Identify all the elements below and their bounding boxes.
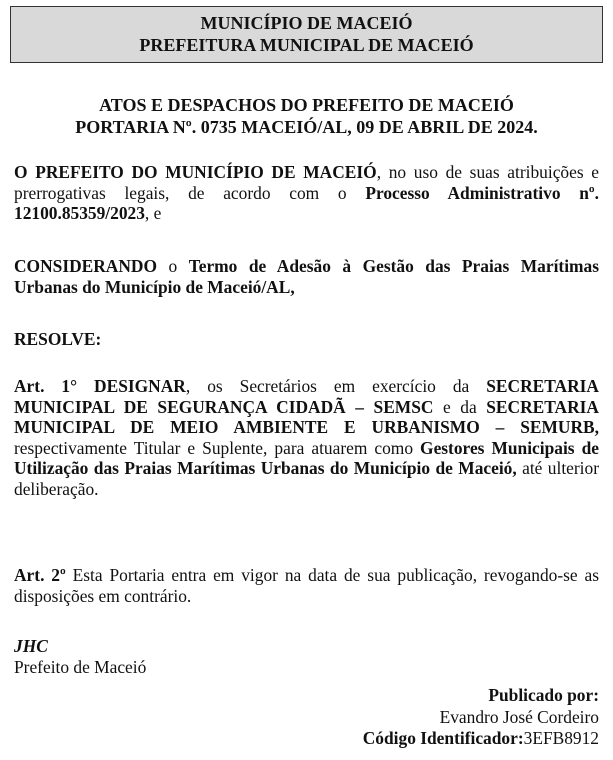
- header-municipality: MUNICÍPIO DE MACEIÓ: [200, 13, 413, 33]
- art1-text-1: , os Secretários em exercício da: [185, 376, 487, 396]
- art1-bold-semurb: SECRETARIA MUNICIPAL DE MEIO AMBIENTE E URBANISMO – SEMURB,: [14, 396, 599, 437]
- considerando-bold: CONSIDERANDO: [14, 256, 158, 276]
- considerando-term: Termo de Adesão à Gestão das Praias Marítimas Urbanas do Município de Maceió/AL,: [14, 256, 599, 297]
- title-portaria: PORTARIA Nº. 0735 MACEIÓ/AL, 09 DE ABRIL DE 2024.: [75, 117, 538, 137]
- considerando-text: o: [157, 256, 189, 276]
- header-prefecture: PREFEITURA MUNICIPAL DE MACEIÓ: [139, 35, 474, 55]
- intro-bold-mayor: O PREFEITO DO MUNICÍPIO DE MACEIÓ: [14, 162, 377, 182]
- signature-name: JHC: [14, 636, 48, 656]
- title-acts: ATOS E DESPACHOS DO PREFEITO DE MACEIÓ: [99, 95, 514, 115]
- signature-role: Prefeito de Maceió: [14, 657, 147, 677]
- publication-code: 3EFB8912: [523, 728, 599, 748]
- publication-label: Publicado por:: [488, 685, 599, 705]
- art2-paragraph: [14, 565, 599, 606]
- art1-bold-designar: Art. 1° DESIGNAR: [14, 376, 186, 396]
- art2-bold: Art. 2º: [14, 565, 66, 585]
- intro-text-2: , e: [144, 203, 162, 223]
- document-header: [10, 6, 603, 63]
- art1-text-2: e da: [433, 396, 487, 417]
- art1-bold-semsc: SECRETARIA MUNICIPAL DE SEGURANÇA CIDADÃ – SEMSC: [14, 376, 599, 417]
- document-title: [10, 94, 603, 138]
- resolve-heading: [14, 329, 599, 350]
- publication-block: [363, 685, 599, 750]
- art1-paragraph: [14, 376, 599, 499]
- resolve-bold: RESOLVE:: [14, 329, 102, 349]
- intro-bold-process: Processo Administrativo nº. 12100.85359/2023: [14, 182, 599, 223]
- intro-paragraph: [14, 162, 599, 224]
- publication-name: Evandro José Cordeiro: [439, 706, 599, 727]
- art1-bold-gestores: Gestores Municipais de Utilização das Praias Marítimas Urbanas do Município de Maceió,: [14, 437, 599, 478]
- art2-text: Esta Portaria entra em vigor na data de sua publicação, revogando-se as disposições em contrário.: [14, 565, 599, 606]
- intro-text-1: , no uso de suas atribuições e prerrogativas legais, de acordo com o: [14, 162, 599, 203]
- art1-text-4: até ulterior deliberação.: [14, 458, 599, 499]
- art1-text-3: respectivamente Titular e Suplente, para atuarem como: [14, 437, 421, 458]
- publication-code-label: Código Identificador:: [362, 728, 524, 748]
- considerando-paragraph: [14, 256, 599, 297]
